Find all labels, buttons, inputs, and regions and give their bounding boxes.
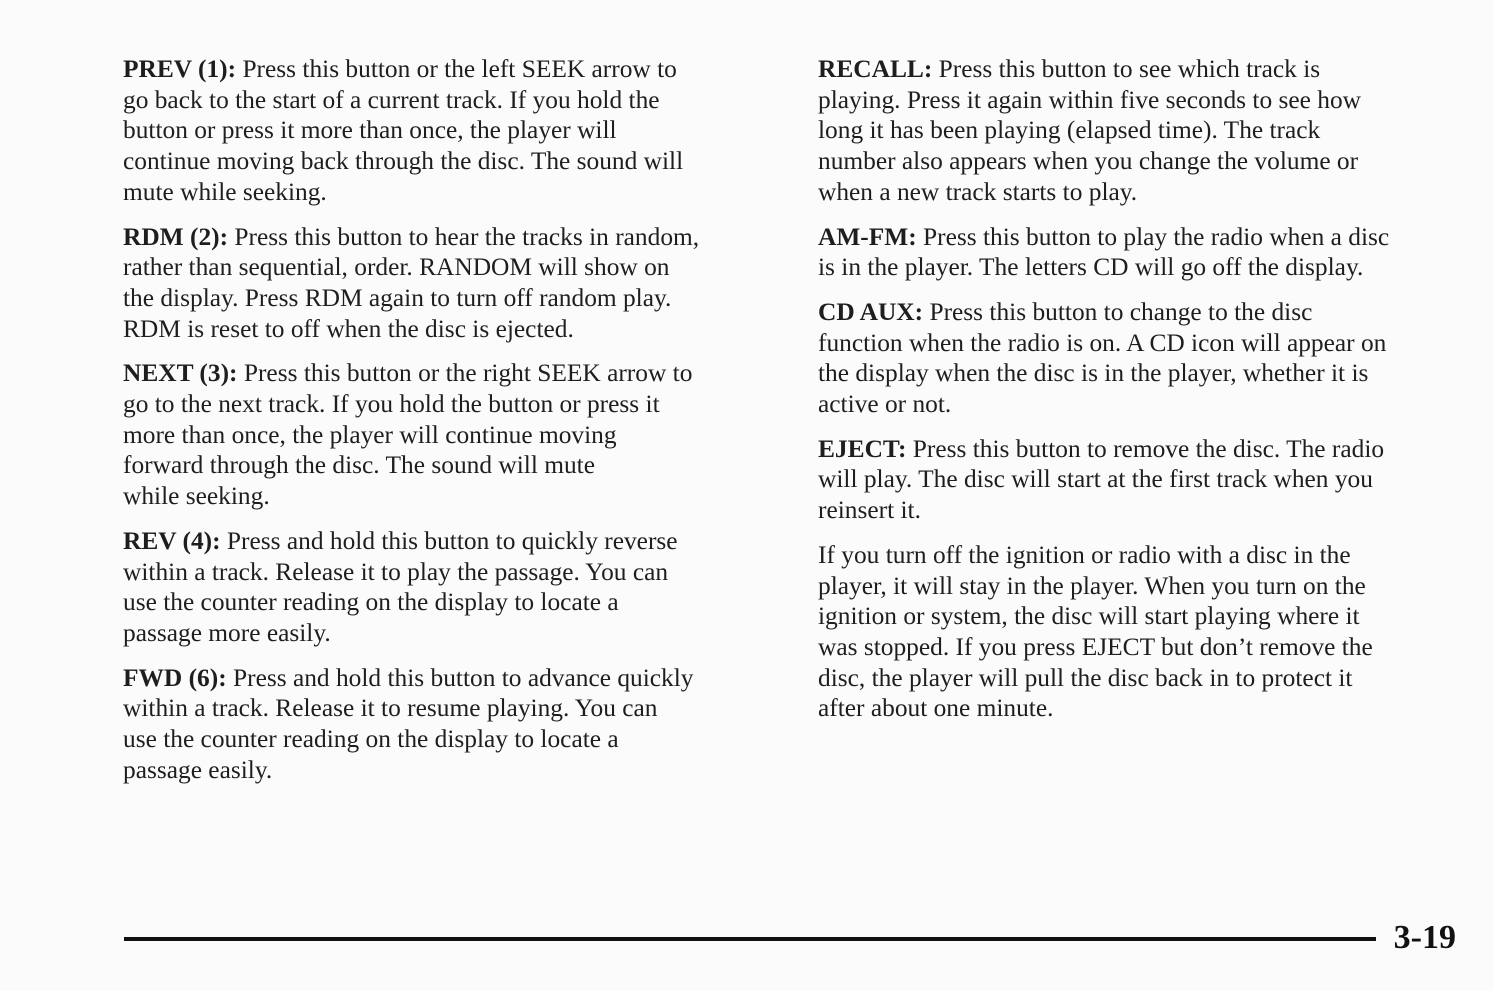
text-line: was stopped. If you press EJECT but don’t remove the (818, 632, 1373, 661)
recall-term: RECALL: (818, 55, 933, 83)
rev-term: REV (4): (123, 526, 221, 555)
footer-rule (124, 937, 1376, 941)
text-line: the display when the disc is in the player, whether it is (818, 359, 1369, 388)
text-line: Press and hold this button to quickly reverse (226, 526, 678, 555)
fwd-description (123, 663, 773, 786)
recall-description (818, 54, 1468, 208)
prev-description (123, 54, 773, 208)
prev-term: PREV (1): (123, 55, 237, 83)
text-line: number also appears when you change the volume or (818, 147, 1359, 176)
rev-description (123, 526, 773, 649)
text-line: the display. Press RDM again to turn off random play. (123, 283, 672, 312)
page-number: 3-19 (1393, 919, 1456, 956)
text-line: is in the player. The letters CD will go off the display. (818, 253, 1364, 282)
next-description (123, 358, 773, 512)
next-term: NEXT (3): (123, 359, 238, 388)
rdm-term: RDM (2): (123, 222, 229, 251)
text-line: RDM is reset to off when the disc is ejected. (123, 314, 574, 343)
text-line: Press this button or the right SEEK arrow to (243, 359, 693, 388)
text-line: passage easily. (123, 755, 273, 784)
text-line: long it has been playing (elapsed time). The track (818, 116, 1321, 145)
text-line: player, it will stay in the player. When you turn on the (818, 571, 1366, 600)
text-line: after about one minute. (818, 694, 1054, 723)
am-fm-description (818, 222, 1468, 283)
text-line: Press this button to change to the disc (929, 297, 1313, 326)
text-line: button or press it more than once, the player will (123, 116, 617, 145)
text-line: use the counter reading on the display to locate a (123, 725, 619, 754)
text-line: within a track. Release it to resume playing. You can (123, 694, 658, 723)
am-fm-term: AM-FM: (818, 222, 917, 251)
text-line: playing. Press it again within five seconds to see how (818, 85, 1361, 114)
text-line: Press this button to play the radio when a disc (923, 222, 1390, 251)
text-line: active or not. (818, 390, 952, 419)
text-line: Press this button to see which track is (938, 55, 1321, 83)
text-line: continue moving back through the disc. The sound will (123, 147, 684, 176)
rdm-description (123, 222, 773, 345)
text-line: mute while seeking. (123, 177, 327, 206)
text-line: within a track. Release it to play the passage. You can (123, 557, 669, 586)
text-line: If you turn off the ignition or radio with a disc in the (818, 540, 1351, 569)
right-column (818, 54, 1468, 738)
text-line: forward through the disc. The sound will mute (123, 451, 595, 480)
ignition-note (818, 540, 1468, 724)
text-line: while seeking. (123, 482, 270, 511)
text-line: use the counter reading on the display to locate a (123, 588, 619, 617)
text-line: ignition or system, the disc will start playing where it (818, 602, 1360, 631)
text-line: Press this button or the left SEEK arrow to (242, 55, 677, 83)
eject-term: EJECT: (818, 434, 907, 463)
cd-aux-description (818, 297, 1468, 420)
text-line: passage more easily. (123, 618, 331, 647)
eject-description (818, 434, 1468, 526)
fwd-term: FWD (6): (123, 663, 227, 692)
text-line: disc, the player will pull the disc back in to protect it (818, 663, 1353, 692)
text-line: reinsert it. (818, 496, 921, 525)
cd-aux-term: CD AUX: (818, 297, 924, 326)
text-line: rather than sequential, order. RANDOM will show on (123, 253, 670, 282)
text-line: Press this button to hear the tracks in random, (234, 222, 700, 251)
text-line: function when the radio is on. A CD icon will appear on (818, 328, 1387, 357)
text-line: go back to the start of a current track. If you hold the (123, 85, 660, 114)
left-column (123, 54, 773, 799)
text-line: go to the next track. If you hold the button or press it (123, 390, 660, 419)
text-line: more than once, the player will continue moving (123, 420, 617, 449)
text-line: Press and hold this button to advance quickly (233, 663, 694, 692)
text-line: Press this button to remove the disc. The radio (912, 434, 1385, 463)
text-line: will play. The disc will start at the first track when you (818, 465, 1373, 494)
text-line: when a new track starts to play. (818, 177, 1138, 206)
